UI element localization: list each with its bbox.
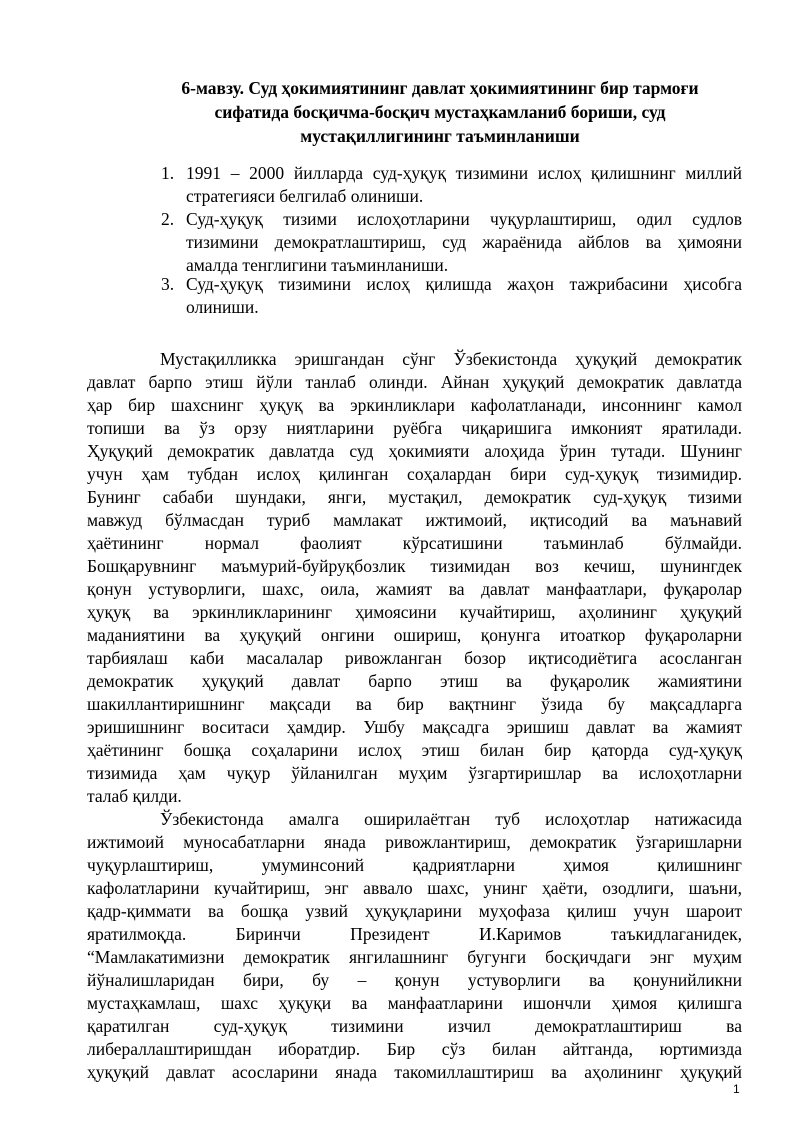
paragraph-line: “Мамлакатимизни демократик янгилашнинг бугунги босқичдаги энг муҳим — [87, 947, 742, 967]
paragraph-line: Мустақилликка эришгандан сўнг Ўзбекистонда ҳуқуқий демократик — [160, 349, 742, 369]
paragraph-line: кафолатларини кучайтириш, энг аввало шахс, унинг ҳаёти, озодлиги, шаъни, — [87, 878, 742, 898]
paragraph-line: топиши ва ўз орзу ниятларини руёбга чиқаришига имконият яратилади. — [87, 418, 742, 438]
paragraph-line: тарбиялаш каби масалалар ривожланган бозор иқтисодиётига асосланган — [87, 648, 742, 668]
paragraph-line: ҳаётининг нормал фаолият кўрсатишини таъминлаб бўлмайди. — [87, 533, 742, 553]
paragraph-line: яратилмоқда. Биринчи Президент И.Каримов таъкидлаганидек, — [87, 924, 742, 944]
page-number: 1 — [733, 1082, 740, 1096]
paragraph-line: ижтимоий муносабатларни янада ривожлантириш, демократик ўзгаришларни — [87, 832, 742, 852]
paragraph-line: демократик ҳуқуқий давлат барпо этиш ва фуқаролик жамиятини — [87, 671, 742, 691]
paragraph-line: талаб қилди. — [87, 786, 182, 806]
paragraph-line: мустаҳкамлаш, шахс ҳуқуқи ва манфаатларини ишончли ҳимоя қилишга — [87, 993, 742, 1013]
paragraph-line: ҳаётининг бошқа соҳаларини ислоҳ этиш билан бир қаторда суд-ҳуқуқ — [87, 740, 742, 760]
outline-item-number: 1. — [161, 163, 175, 183]
paragraph-line: қаратилган суд-ҳуқуқ тизимини изчил демократлаштириш ва — [87, 1016, 742, 1036]
paragraph-line: йўналишларидан бири, бу – қонун устуворлиги ва қонунийликни — [87, 970, 742, 990]
paragraph-line: мавжуд бўлмасдан туриб мамлакат ижтимоий, иқтисодий ва маънавий — [87, 510, 742, 530]
outline-item-number: 3. — [161, 274, 175, 294]
paragraph-line: шакиллантиришнинг мақсади ва бир вақтнинг ўзида бу мақсадларга — [87, 694, 742, 714]
title-line: 6-мавзу. Суд ҳокимиятининг давлат ҳокимиятининг бир тармоғи — [181, 78, 699, 98]
outline-item-line: стратегияси белгилаб олиниши. — [186, 186, 424, 206]
paragraph-line: Бошқарувнинг маъмурий-буйруқбозлик тизимидан воз кечиш, шунингдек — [87, 556, 742, 576]
outline-item-line: Суд-ҳуқуқ тизими ислоҳотларини чуқурлаштириш, одил судлов — [186, 209, 742, 229]
paragraph-line: тизимида ҳам чуқур ўйланилган муҳим ўзгартиришлар ва ислоҳотларни — [87, 763, 742, 783]
paragraph-line: давлат барпо этиш йўли танлаб олинди. Айнан ҳуқуқий демократик давлатда — [87, 372, 742, 392]
outline-item-line: амалда тенглигини таъминланиши. — [186, 255, 449, 275]
paragraph-line: эришишнинг воситаси ҳамдир. Ушбу мақсадга эришиш давлат ва жамият — [87, 717, 742, 737]
paragraph-line: маданиятини ва ҳуқуқий онгини ошириш, қонунга итоаткор фуқароларни — [87, 625, 742, 645]
paragraph-line: қонун устуворлиги, шахс, оила, жамият ва давлат манфаатлари, фуқаролар — [87, 579, 742, 599]
paragraph-line: ҳар бир шахснинг ҳуқуқ ва эркинликлари кафолатланади, инсоннинг камол — [87, 395, 742, 415]
outline-item-number: 2. — [161, 209, 175, 229]
paragraph-line: ҳуқуқий давлат асосларини янада такомиллаштириш ва аҳолининг ҳуқуқий — [87, 1062, 742, 1082]
title-line: сифатида босқичма-босқич мустаҳкамланиб бориши, суд — [214, 102, 666, 122]
title-line: мустақиллигининг таъминланиши — [300, 126, 580, 146]
paragraph-line: Бунинг сабаби шундаки, янги, мустақил, демократик суд-ҳуқуқ тизими — [87, 487, 742, 507]
paragraph-line: чуқурлаштириш, умуминсоний қадриятларни ҳимоя қилишнинг — [87, 855, 742, 875]
outline-item-line: 1991 – 2000 йилларда суд-ҳуқуқ тизимини ислоҳ қилишнинг миллий — [186, 163, 742, 183]
outline-item-line: тизимини демократлаштириш, суд жараёнида айблов ва ҳимояни — [186, 232, 742, 252]
paragraph-line: ҳуқуқ ва эркинликларининг ҳимоясини кучайтириш, аҳолининг ҳуқуқий — [87, 602, 742, 622]
outline-item-line: Суд-ҳуқуқ тизимини ислоҳ қилишда жаҳон тажрибасини ҳисобга — [186, 274, 742, 294]
outline-item-line: олиниши. — [186, 297, 259, 317]
paragraph-line: учун ҳам тубдан ислоҳ қилинган соҳалардан бири суд-ҳуқуқ тизимидир. — [87, 464, 742, 484]
paragraph-line: Ҳуқуқий демократик давлатда суд ҳокимияти алоҳида ўрин тутади. Шунинг — [87, 441, 742, 461]
paragraph-line: Ўзбекистонда амалга оширилаётган туб ислоҳотлар натижасида — [160, 809, 742, 829]
paragraph-line: либераллаштиришдан иборатдир. Бир сўз билан айтганда, юртимизда — [87, 1039, 742, 1059]
paragraph-line: қадр-қиммати ва бошқа узвий ҳуқуқларини муҳофаза қилиш учун шароит — [87, 901, 742, 921]
